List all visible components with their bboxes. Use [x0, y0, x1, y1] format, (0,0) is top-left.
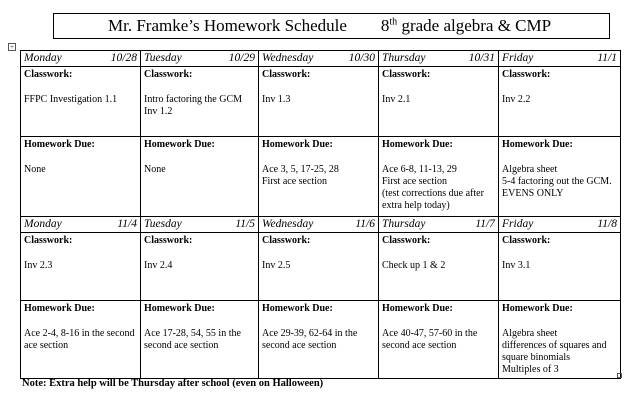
homework-cell[interactable]	[21, 301, 141, 379]
classwork-cell[interactable]	[499, 233, 621, 301]
day-date: 11/6	[355, 218, 375, 230]
day-name: Monday	[24, 218, 62, 230]
day-date: 10/29	[228, 52, 255, 64]
homework-cell[interactable]	[259, 301, 379, 379]
day-date: 11/8	[597, 218, 617, 230]
homework-label: Homework Due:	[382, 303, 453, 314]
day-date: 11/4	[117, 218, 137, 230]
classwork-label: Classwork:	[144, 69, 193, 80]
day-date: 11/5	[235, 218, 255, 230]
classwork-text: Inv 2.5	[262, 260, 291, 271]
homework-text: None	[144, 164, 166, 175]
homework-label: Homework Due:	[24, 139, 95, 150]
classwork-cell[interactable]	[259, 233, 379, 301]
homework-text: Ace 2-4, 8-16 in the second ace section	[24, 328, 135, 351]
day-header	[21, 51, 141, 67]
day-header	[379, 217, 499, 233]
day-header	[21, 217, 141, 233]
homework-cell[interactable]	[499, 137, 621, 217]
classwork-cell[interactable]	[379, 233, 499, 301]
classwork-label: Classwork:	[262, 69, 311, 80]
day-date: 10/31	[468, 52, 495, 64]
classwork-cell[interactable]	[21, 233, 141, 301]
title-box	[53, 13, 610, 39]
day-name: Tuesday	[144, 218, 182, 230]
classwork-cell[interactable]	[21, 67, 141, 137]
homework-label: Homework Due:	[24, 303, 95, 314]
week2-homework-row	[21, 301, 621, 379]
week1-classwork-row	[21, 67, 621, 137]
homework-cell[interactable]	[259, 137, 379, 217]
title-grade-text: grade algebra & CMP	[397, 16, 552, 35]
extra-help-note: Note: Extra help will be Thursday after school (even on Halloween)	[22, 378, 324, 389]
homework-label: Homework Due:	[262, 303, 333, 314]
classwork-text: Check up 1 & 2	[382, 260, 446, 271]
day-name: Monday	[24, 52, 62, 64]
day-name: Thursday	[382, 52, 426, 64]
homework-label: Homework Due:	[502, 303, 573, 314]
homework-cell[interactable]	[379, 137, 499, 217]
homework-text: Algebra sheet differences of squares and square binomials Multiples of 3	[502, 328, 607, 375]
classwork-text: Intro factoring the GCM Inv 1.2	[144, 94, 243, 117]
title-grade-number: 8	[380, 16, 390, 35]
homework-text: Ace 40-47, 57-60 in the second ace section	[382, 328, 478, 351]
classwork-label: Classwork:	[502, 69, 551, 80]
homework-text: Ace 3, 5, 17-25, 28 First ace section	[262, 164, 339, 187]
classwork-cell[interactable]	[499, 67, 621, 137]
homework-text: Algebra sheet 5-4 factoring out the GCM. EVENS ONLY	[502, 164, 612, 199]
day-header	[499, 217, 621, 233]
classwork-text: Inv 2.4	[144, 260, 173, 271]
classwork-text: Inv 1.3	[262, 94, 291, 105]
classwork-text: FFPC Investigation 1.1	[24, 94, 118, 105]
classwork-text: Inv 2.1	[382, 94, 411, 105]
classwork-cell[interactable]	[141, 233, 259, 301]
homework-label: Homework Due:	[262, 139, 333, 150]
day-name: Friday	[502, 52, 534, 64]
week2-classwork-row	[21, 233, 621, 301]
day-name: Friday	[502, 218, 534, 230]
homework-cell[interactable]	[141, 301, 259, 379]
classwork-label: Classwork:	[262, 235, 311, 246]
homework-cell[interactable]	[379, 301, 499, 379]
classwork-cell[interactable]	[141, 67, 259, 137]
classwork-label: Classwork:	[382, 235, 431, 246]
homework-cell[interactable]	[499, 301, 621, 379]
classwork-label: Classwork:	[24, 69, 73, 80]
homework-text: Ace 29-39, 62-64 in the second ace section	[262, 328, 358, 351]
homework-text: Ace 6-8, 11-13, 29 First ace section (test corrections due after extra help today)	[382, 164, 484, 211]
classwork-label: Classwork:	[24, 235, 73, 246]
day-name: Wednesday	[262, 218, 314, 230]
classwork-label: Classwork:	[144, 235, 193, 246]
day-name: Thursday	[382, 218, 426, 230]
day-header	[141, 217, 259, 233]
day-header	[499, 51, 621, 67]
homework-cell[interactable]	[141, 137, 259, 217]
classwork-cell[interactable]	[379, 67, 499, 137]
resize-handle-icon[interactable]	[617, 373, 622, 378]
homework-label: Homework Due:	[144, 303, 215, 314]
day-name: Tuesday	[144, 52, 182, 64]
homework-label: Homework Due:	[502, 139, 573, 150]
week1-day-row	[21, 51, 621, 67]
homework-text: None	[24, 164, 46, 175]
day-header	[259, 217, 379, 233]
day-date: 10/30	[348, 52, 375, 64]
day-date: 11/7	[475, 218, 495, 230]
classwork-label: Classwork:	[502, 235, 551, 246]
classwork-text: Inv 3.1	[502, 260, 531, 271]
homework-label: Homework Due:	[382, 139, 453, 150]
homework-schedule-table	[20, 50, 621, 379]
day-date: 10/28	[110, 52, 137, 64]
title-grade-suffix: th	[389, 16, 398, 28]
homework-cell[interactable]	[21, 137, 141, 217]
day-header	[379, 51, 499, 67]
page-title	[108, 16, 551, 36]
homework-label: Homework Due:	[144, 139, 215, 150]
day-name: Wednesday	[262, 52, 314, 64]
day-date: 11/1	[597, 52, 617, 64]
move-handle-icon[interactable]: +	[8, 43, 16, 51]
classwork-label: Classwork:	[382, 69, 431, 80]
day-header	[141, 51, 259, 67]
week1-homework-row	[21, 137, 621, 217]
classwork-cell[interactable]	[259, 67, 379, 137]
classwork-text: Inv 2.2	[502, 94, 531, 105]
classwork-text: Inv 2.3	[24, 260, 53, 271]
day-header	[259, 51, 379, 67]
homework-text: Ace 17-28, 54, 55 in the second ace section	[144, 328, 241, 351]
week2-day-row	[21, 217, 621, 233]
title-name: Mr. Framke’s Homework Schedule	[108, 16, 347, 35]
